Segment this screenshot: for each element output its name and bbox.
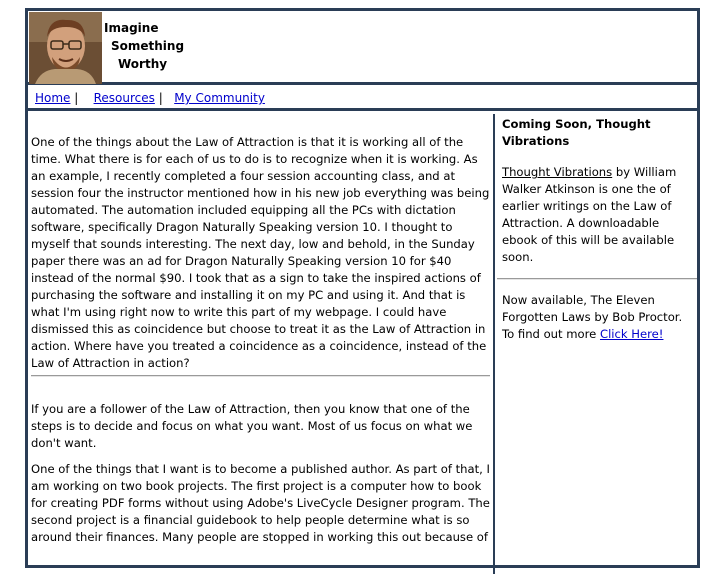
site-header bbox=[28, 11, 697, 85]
article-paragraph: One of the things about the Law of Attraction is that it is working all of the time. What there is for each of us to do is to recognize when it is working. As an example, I recently completed a four session accounting class, and at session four the instructor mentioned how in his new job everything was being automated. The automation included equipping all the PCs with dictation software, specifically Dragon Naturally Speaking version 10. I thought to myself that sounds interesting. The next day, low and behold, in the Sunday paper there was an ad for Dragon Naturally Speaking version 10 for $40 instead of the normal $90. I took that as a sign to take the inspired actions of purchasing the software and installing it on my PC and using it. And that is what I'm using right now to write this part of my webpage. I could have dismissed this as coincidence but choose to treat it as the Law of Attraction in action. Where have you treated a coincidence as a coincidence, instead of the Law of Attraction in action? bbox=[31, 135, 490, 370]
main-content bbox=[28, 114, 495, 574]
nav-bar bbox=[28, 88, 697, 111]
site-title-line3: Worthy bbox=[118, 57, 168, 71]
sidebar-book-text: by William Walker Atkinson is one the of earlier writings on the Law of Attraction. A downloadable ebook of this will be available soon. bbox=[502, 165, 677, 264]
article-paragraph: One of the things that I want is to become a published author. As part of that, I am working on two book projects. The first project is a computer how to book for creating PDF forms without using Adobe's LiveCycle Designer program. The second project is a financial guidebook to help people determine what is so around their finances. Many people are stopped in working this out because of bbox=[31, 462, 490, 544]
nav-link-resources[interactable]: Resources bbox=[93, 91, 155, 105]
nav-link-home[interactable]: Home bbox=[35, 91, 71, 105]
author-avatar bbox=[29, 12, 102, 84]
site-title-line2: Something bbox=[111, 39, 185, 53]
nav-link-my-community[interactable]: My Community bbox=[174, 91, 265, 105]
thought-vibrations-link[interactable]: Thought Vibrations bbox=[502, 165, 613, 179]
nav-separator: | bbox=[158, 91, 163, 105]
page-frame bbox=[25, 8, 700, 568]
author-portrait-icon bbox=[29, 12, 102, 84]
article-paragraph: If you are a follower of the Law of Attraction, then you know that one of the steps is to decide and focus on what you want. Most of us focus on what we don't want. bbox=[31, 402, 473, 450]
sidebar-divider bbox=[497, 278, 697, 280]
site-title-line1: Imagine bbox=[104, 21, 159, 35]
sidebar bbox=[497, 114, 697, 574]
sidebar-book-blurb bbox=[502, 164, 693, 266]
section-divider bbox=[31, 375, 490, 377]
nav-separator: | bbox=[74, 91, 79, 105]
sidebar-title: Coming Soon, Thought Vibrations bbox=[502, 117, 651, 148]
sidebar-available-text: Now available, The Eleven Forgotten Laws by Bob Proctor. To find out more bbox=[502, 293, 683, 341]
sidebar-available-blurb bbox=[502, 292, 693, 343]
click-here-link[interactable]: Click Here! bbox=[599, 327, 664, 341]
